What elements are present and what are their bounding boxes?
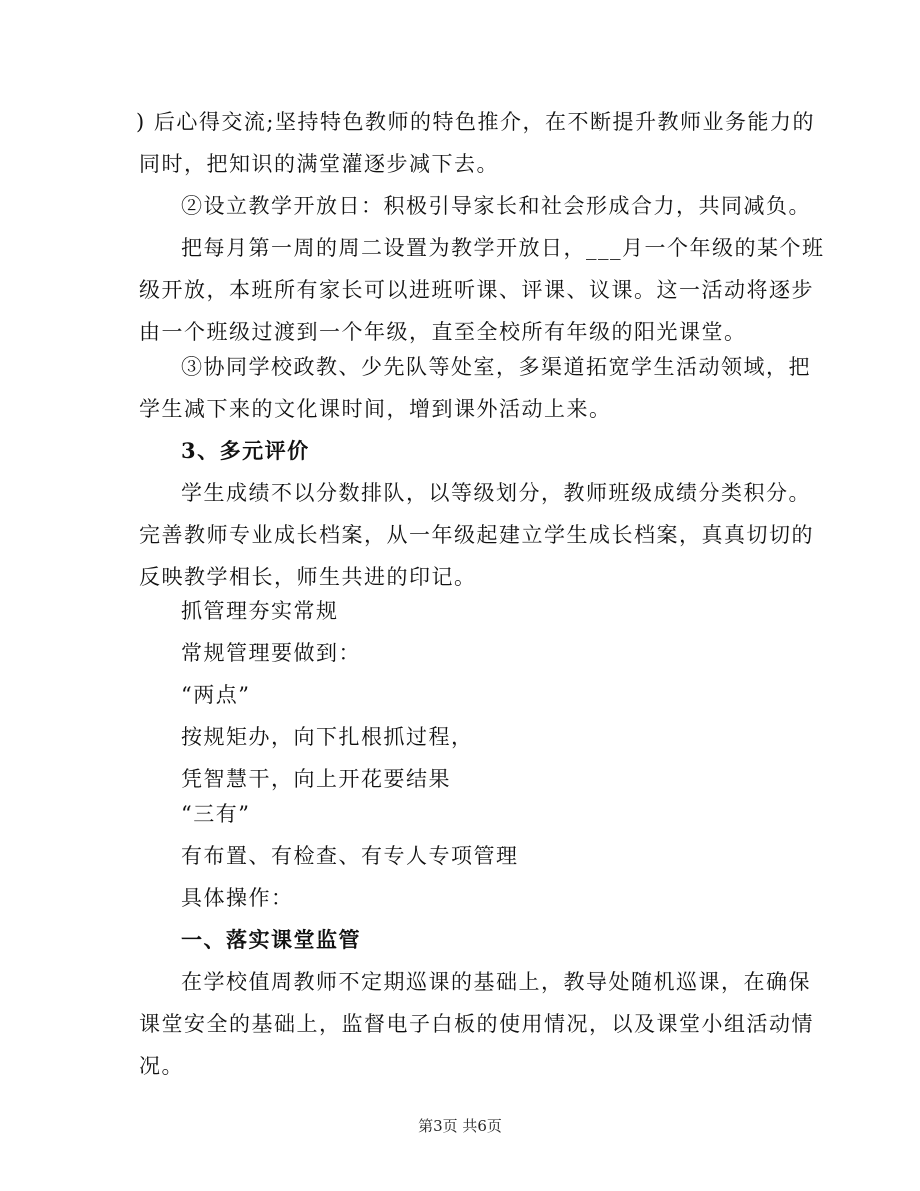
text-line: 由一个班级过渡到一个年级，直至全校所有年级的阳光课堂。 — [139, 320, 747, 344]
text-line: 具体操作： — [181, 886, 294, 910]
text-line: 把每月第一周的周二设置为教学开放日，___月一个年级的某个班 — [181, 236, 825, 260]
text-line: 况。 — [139, 1054, 184, 1078]
text-line: “两点” — [181, 683, 251, 707]
text-line: ) 后心得交流;坚持特色教师的特色推介，在不断提升教师业务能力的 — [136, 110, 815, 134]
text-line: 完善教师专业成长档案，从一年级起建立学生成长档案，真真切切的 — [139, 523, 814, 547]
page-number-footer: 第3页 共6页 — [418, 1117, 502, 1135]
text-line: 凭智慧干，向上开花要结果 — [181, 767, 451, 791]
text-line: 按规矩办，向下扎根抓过程， — [181, 725, 474, 749]
text-line: 常规管理要做到： — [181, 641, 361, 665]
text-line: “三有” — [181, 802, 251, 826]
text-line: 有布置、有检查、有专人专项管理 — [181, 844, 519, 868]
text-line: 反映教学相长，师生共进的印记。 — [139, 565, 477, 589]
section-heading: 3、多元评价 — [181, 438, 310, 463]
text-line: 学生减下来的文化课时间，增到课外活动上来。 — [139, 397, 612, 421]
text-line: 课堂安全的基础上，监督电子白板的使用情况，以及课堂小组活动情 — [139, 1012, 814, 1036]
text-line: 同时，把知识的满堂灌逐步减下去。 — [139, 152, 499, 176]
text-line: 抓管理夯实常规 — [181, 599, 339, 623]
text-line: ③协同学校政教、少先队等处室，多渠道拓宽学生活动领域，把 — [181, 355, 811, 379]
text-line: 级开放，本班所有家长可以进班听课、评课、议课。这一活动将逐步 — [139, 278, 814, 302]
section-heading: 一、落实课堂监管 — [181, 927, 361, 952]
text-line: ②设立教学开放日：积极引导家长和社会形成合力，共同减负。 — [181, 194, 811, 218]
text-line: 学生成绩不以分数排队，以等级划分，教师班级成绩分类积分。 — [181, 481, 811, 505]
text-line: 在学校值周教师不定期巡课的基础上，教导处随机巡课，在确保 — [181, 970, 811, 994]
